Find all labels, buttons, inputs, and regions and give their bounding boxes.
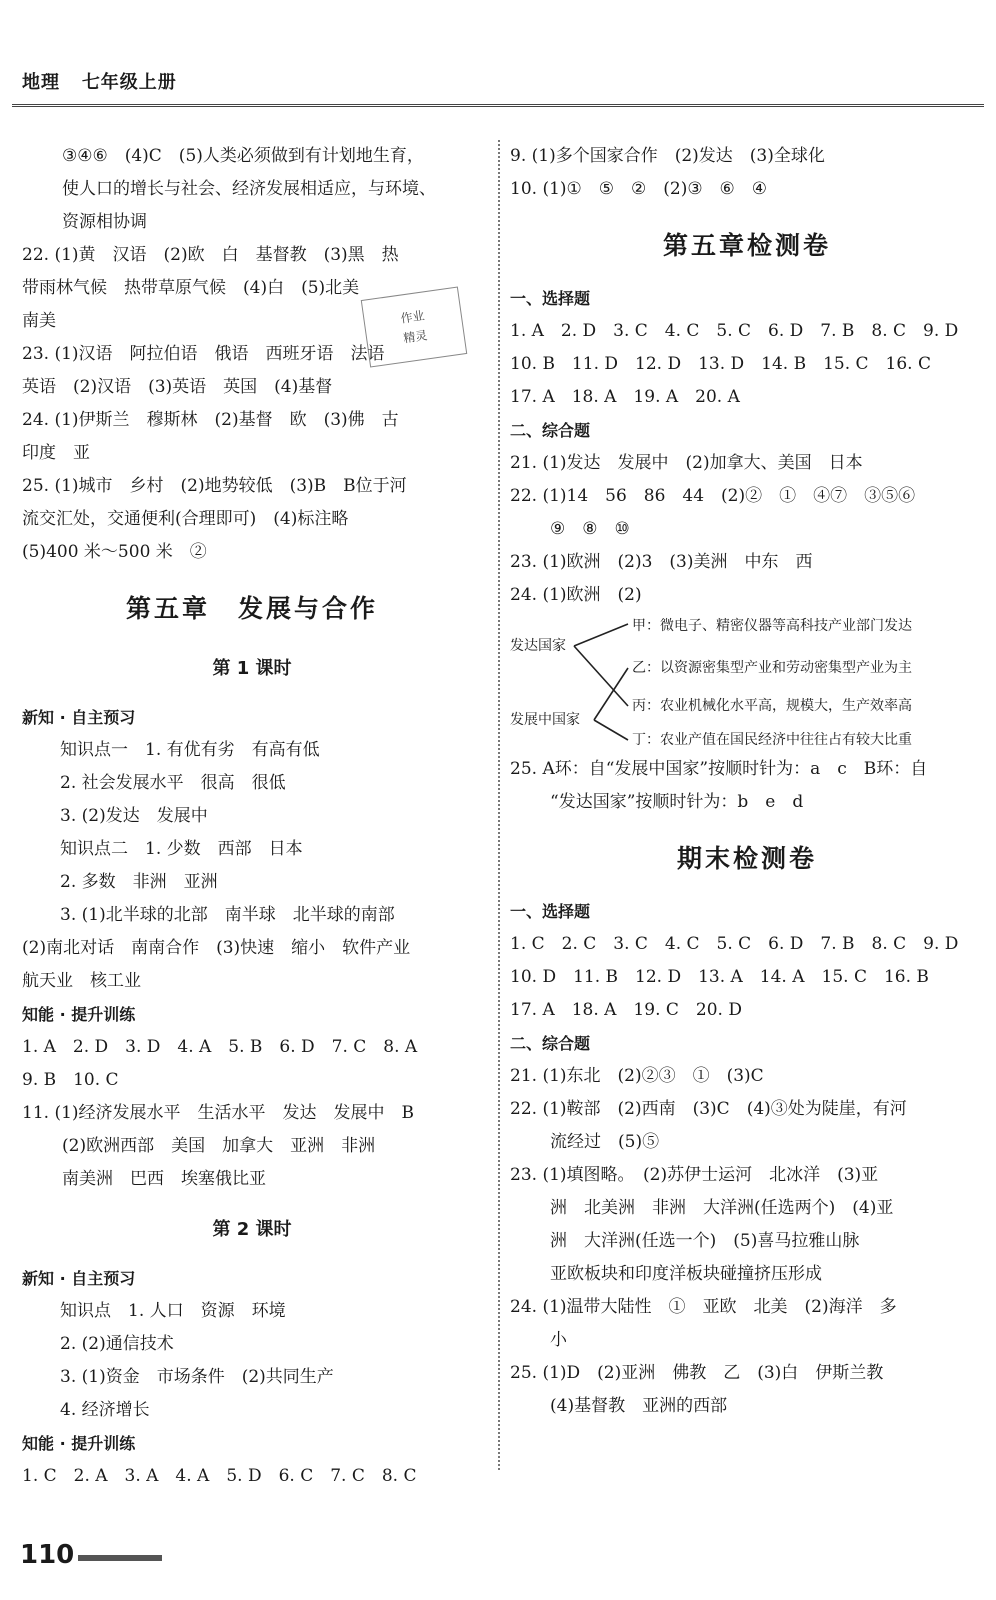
answer-line: ③④⑥ (4)C (5)人类必须做到有计划地生育， (62, 146, 424, 166)
stamp-text-2: 精灵 (402, 328, 429, 346)
answer-line: 25. (1)D (2)亚洲 佛教 乙 (3)白 伊斯兰教 (510, 1363, 884, 1383)
answer-line: (5)400 米～500 米 ② (22, 542, 207, 562)
answer-line: 17. A 18. A 19. A 20. A (510, 387, 740, 407)
answer-line: 印度 亚 (22, 443, 90, 463)
section-heading: 一、选择题 (510, 289, 591, 308)
answer-line: 23. (1)填图略。 (2)苏伊士运河 北冰洋 (3)亚 (510, 1165, 879, 1185)
answer-line: 21. (1)东北 (2)②③ ① (3)C (510, 1066, 764, 1086)
left-column (22, 140, 482, 1493)
answer-line: 1. A 2. D 3. C 4. C 5. C 6. D 7. B 8. C 9. D (510, 321, 959, 341)
answer-line: 使人口的增长与社会、经济发展相适应，与环境、 (62, 179, 436, 199)
answer-line: 1. C 2. A 3. A 4. A 5. D 6. C 7. C 8. C (22, 1466, 417, 1486)
page-number-bar (78, 1555, 162, 1561)
answer-line: 流经过 (5)⑤ (550, 1132, 660, 1152)
answer-line: 南美洲 巴西 埃塞俄比亚 (62, 1169, 266, 1189)
answer-line: 资源相协调 (62, 212, 147, 232)
answer-line: 小 (550, 1330, 567, 1350)
answer-line: 10. (1)① ⑤ ② (2)③ ⑥ ④ (510, 179, 768, 199)
answer-line: 17. A 18. A 19. C 20. D (510, 1000, 742, 1020)
answer-line: 10. D 11. B 12. D 13. A 14. A 15. C 16. B (510, 967, 929, 987)
answer-line: 25. A环：自“发展中国家”按顺时针为：a c B环：自 (510, 759, 928, 779)
answer-line: 9. B 10. C (22, 1070, 119, 1090)
section-heading: 二、综合题 (510, 1034, 591, 1053)
section-heading: 新知 · 自主预习 (22, 1269, 136, 1288)
chapter-title: 第五章 发展与合作 (125, 594, 378, 623)
answer-line: 带雨林气候 热带草原气候 (4)白 (5)北美 (22, 278, 360, 298)
diagram-item: 甲：微电子、精密仪器等高科技产业部门发达 (632, 618, 912, 634)
answer-line: 4. 经济增长 (60, 1400, 150, 1420)
answer-line: ⑨ ⑧ ⑩ (550, 519, 630, 539)
answer-line: 2. 社会发展水平 很高 很低 (60, 773, 286, 793)
answer-line: 22. (1)鞍部 (2)西南 (3)C (4)③处为陡崖，有河 (510, 1099, 907, 1119)
answer-line: (4)基督教 亚洲的西部 (550, 1396, 728, 1416)
answer-line: 知识点 1. 人口 资源 环境 (60, 1301, 286, 1321)
answer-line: 亚欧板块和印度洋板块碰撞挤压形成 (550, 1264, 822, 1284)
answer-line: 1. A 2. D 3. D 4. A 5. B 6. D 7. C 8. A (22, 1037, 418, 1057)
answer-line: 知识点二 1. 少数 西部 日本 (60, 839, 303, 859)
answer-line: 11. (1)经济发展水平 生活水平 发达 发展中 B (22, 1103, 415, 1123)
answer-line: 3. (2)发达 发展中 (60, 806, 208, 826)
diagram-item: 丁：农业产值在国民经济中往往占有较大比重 (632, 732, 912, 748)
answer-line: (2)南北对话 南南合作 (3)快速 缩小 软件产业 (22, 938, 411, 958)
column-divider (498, 140, 500, 1470)
answer-line: 23. (1)汉语 阿拉伯语 俄语 西班牙语 法语 (22, 344, 385, 364)
answer-line: 25. (1)城市 乡村 (2)地势较低 (3)B B位于河 (22, 476, 407, 496)
answer-line: 3. (1)北半球的北部 南半球 北半球的南部 (60, 905, 395, 925)
answer-line: 23. (1)欧洲 (2)3 (3)美洲 中东 西 (510, 552, 813, 572)
stamp-text-1: 作业 (399, 308, 426, 326)
answer-line: “发达国家”按顺时针为：b e d (550, 792, 804, 812)
answer-line: 洲 大洋洲(任选一个) (5)喜马拉雅山脉 (550, 1231, 860, 1251)
answer-line: 9. (1)多个国家合作 (2)发达 (3)全球化 (510, 146, 825, 166)
answer-line: 2. 多数 非洲 亚洲 (60, 872, 218, 892)
answer-line: 24. (1)伊斯兰 穆斯林 (2)基督 欧 (3)佛 古 (22, 410, 399, 430)
header-rule (12, 104, 984, 107)
section-heading: 知能 · 提升训练 (22, 1434, 136, 1453)
answer-line: 10. B 11. D 12. D 13. D 14. B 15. C 16. C (510, 354, 931, 374)
answer-line: 24. (1)温带大陆性 ① 亚欧 北美 (2)海洋 多 (510, 1297, 897, 1317)
answer-line: 流交汇处，交通便利(合理即可) (4)标注略 (22, 509, 349, 529)
answer-line: 南美 (22, 311, 56, 331)
answer-line: 洲 北美洲 非洲 大洋洲(任选两个) (4)亚 (550, 1198, 894, 1218)
chapter-test-title: 第五章检测卷 (662, 231, 831, 260)
answer-line: 22. (1)黄 汉语 (2)欧 白 基督教 (3)黑 热 (22, 245, 399, 265)
subject-label: 地理 (22, 72, 60, 93)
answer-line: 21. (1)发达 发展中 (2)加拿大、美国 日本 (510, 453, 863, 473)
right-column (510, 140, 984, 1423)
matching-diagram (510, 616, 984, 751)
answer-line: (2)欧洲西部 美国 加拿大 亚洲 非洲 (62, 1136, 376, 1156)
lesson-title: 第 1 课时 (212, 658, 292, 679)
answer-line: 航天业 核工业 (22, 971, 141, 991)
page-number: 110 (20, 1540, 75, 1570)
page-header (22, 68, 177, 94)
diagram-item: 乙：以资源密集型产业和劳动密集型产业为主 (632, 660, 912, 676)
answer-line: 3. (1)资金 市场条件 (2)共同生产 (60, 1367, 334, 1387)
lesson-title: 第 2 课时 (212, 1219, 292, 1240)
section-heading: 一、选择题 (510, 902, 591, 921)
answer-line: 22. (1)14 56 86 44 (2)② ① ④⑦ ③⑤⑥ (510, 486, 916, 506)
grade-label: 七年级上册 (81, 72, 177, 93)
section-heading: 二、综合题 (510, 421, 591, 440)
section-heading: 新知 · 自主预习 (22, 708, 136, 727)
answer-line: 知识点一 1. 有优有劣 有高有低 (60, 740, 320, 760)
answer-line: 2. (2)通信技术 (60, 1334, 174, 1354)
section-heading: 知能 · 提升训练 (22, 1005, 136, 1024)
developing-countries-label: 发展中国家 (510, 712, 580, 728)
developed-countries-label: 发达国家 (510, 638, 566, 654)
diagram-item: 丙：农业机械化水平高，规模大，生产效率高 (632, 698, 912, 714)
answer-line: 24. (1)欧洲 (2) (510, 585, 642, 605)
final-test-title: 期末检测卷 (676, 844, 817, 873)
answer-line: 1. C 2. C 3. C 4. C 5. C 6. D 7. B 8. C 9. D (510, 934, 959, 954)
answer-line: 英语 (2)汉语 (3)英语 英国 (4)基督 (22, 377, 333, 397)
